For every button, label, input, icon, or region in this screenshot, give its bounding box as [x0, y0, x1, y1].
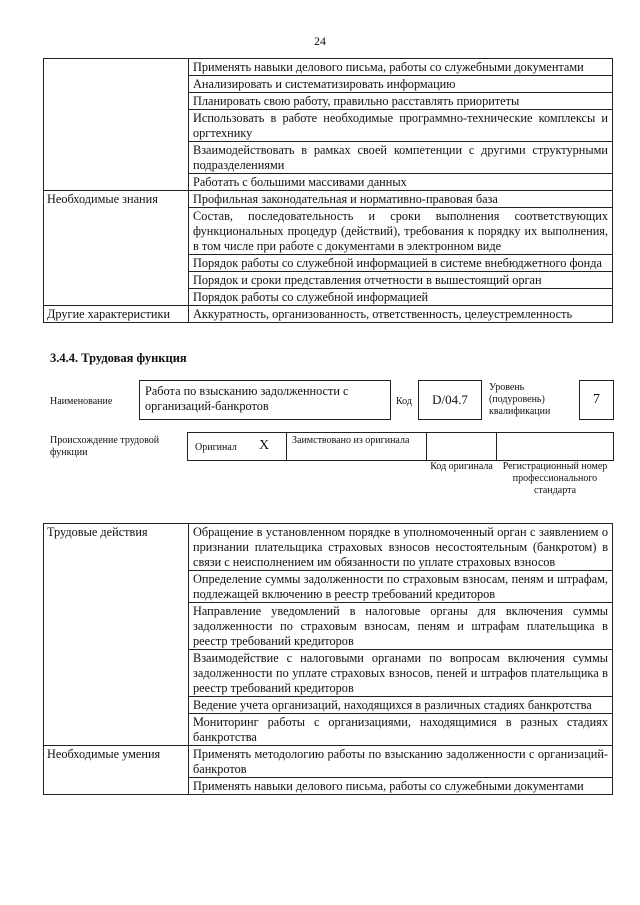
row-label: Необходимые умения	[44, 746, 189, 795]
row-item: Планировать свою работу, правильно расставлять приоритеты	[189, 93, 613, 110]
row-item: Применять методологию работы по взысканию задолженности с организаций-банкротов	[189, 746, 613, 778]
row-item: Взаимодействовать в рамках своей компетенции с другими структурными подразделениями	[189, 142, 613, 174]
qualification-level-value: 7	[593, 392, 600, 407]
reg-number-caption: Регистрационный номер профессионального стандарта	[502, 461, 608, 496]
function-name-box	[139, 380, 391, 420]
row-item: Аккуратность, организованность, ответственность, целеустремленность	[189, 306, 613, 323]
row-item: Порядок работы со служебной информацией	[189, 289, 613, 306]
qualification-level-label: Уровень (подуровень) квалификации	[489, 382, 551, 417]
code-label: Код	[396, 396, 412, 407]
page-number: 24	[314, 34, 326, 48]
origin-label: Происхождение трудовой функции	[50, 435, 160, 458]
requirements-table-bottom	[43, 523, 613, 795]
table-row	[44, 191, 613, 208]
section-heading: 3.4.4. Трудовая функция	[50, 351, 187, 365]
row-item: Состав, последовательность и сроки выполнения соответствующих функциональных процедур (действий), требования к порядку их выполнения, в том числе при работе с документами в электронном виде	[189, 208, 613, 255]
row-item: Мониторинг работы с организациями, находящимися в разных стадиях банкротства	[189, 714, 613, 746]
table-row	[44, 59, 613, 76]
table-row	[44, 746, 613, 778]
row-item: Профильная законодательная и нормативно-правовая база	[189, 191, 613, 208]
code-original-cell	[426, 432, 497, 461]
code-original-caption: Код оригинала	[430, 461, 493, 472]
row-item: Применять навыки делового письма, работы со служебными документами	[189, 778, 613, 795]
original-mark: X	[259, 438, 270, 453]
row-item: Взаимодействие с налоговыми органами по вопросам включения суммы задолженности по уплате страховых взносов, пеней и штрафов плательщика в реестр требований кредиторов	[189, 650, 613, 697]
reg-number-cell	[496, 432, 614, 461]
row-label: Трудовые действия	[44, 524, 189, 746]
borrowed-cell	[286, 432, 427, 461]
row-item: Применять навыки делового письма, работы со служебными документами	[189, 59, 613, 76]
original-cell	[187, 432, 287, 461]
row-label: Другие характеристики	[44, 306, 189, 323]
row-item: Анализировать и систематизировать информацию	[189, 76, 613, 93]
row-item: Определение суммы задолженности по страховым взносам, пеням и штрафам, подлежащей включению в реестр требований кредиторов	[189, 571, 613, 603]
table-row	[44, 524, 613, 571]
code-box	[418, 380, 482, 420]
row-item: Работать с большими массивами данных	[189, 174, 613, 191]
qualification-level-box	[579, 380, 614, 420]
row-label: Необходимые знания	[44, 191, 189, 306]
requirements-table-top	[43, 58, 613, 323]
row-item: Ведение учета организаций, находящихся в различных стадиях банкротства	[189, 697, 613, 714]
row-item: Порядок работы со служебной информацией в системе внебюджетного фонда	[189, 255, 613, 272]
table-row	[44, 306, 613, 323]
code-value: D/04.7	[432, 392, 468, 407]
function-name-value: Работа по взысканию задолженности с организаций-банкротов	[145, 384, 349, 413]
row-item: Направление уведомлений в налоговые органы для включения суммы задолженности по страховым взносам, пеням и штрафам плательщика в реестр требований кредиторов	[189, 603, 613, 650]
borrowed-label: Заимствовано из оригинала	[292, 435, 410, 446]
row-item: Порядок и сроки представления отчетности в вышестоящий орган	[189, 272, 613, 289]
original-label: Оригинал	[195, 442, 237, 453]
name-label: Наименование	[50, 396, 113, 407]
row-item: Обращение в установленном порядке в уполномоченный орган с заявлением о признании плательщика страховых взносов несостоятельным (банкротом) в связи с неисполнением им обязанности по уплате страховых взносов	[189, 524, 613, 571]
row-label	[44, 59, 189, 191]
row-item: Использовать в работе необходимые программно-технические комплексы и оргтехнику	[189, 110, 613, 142]
